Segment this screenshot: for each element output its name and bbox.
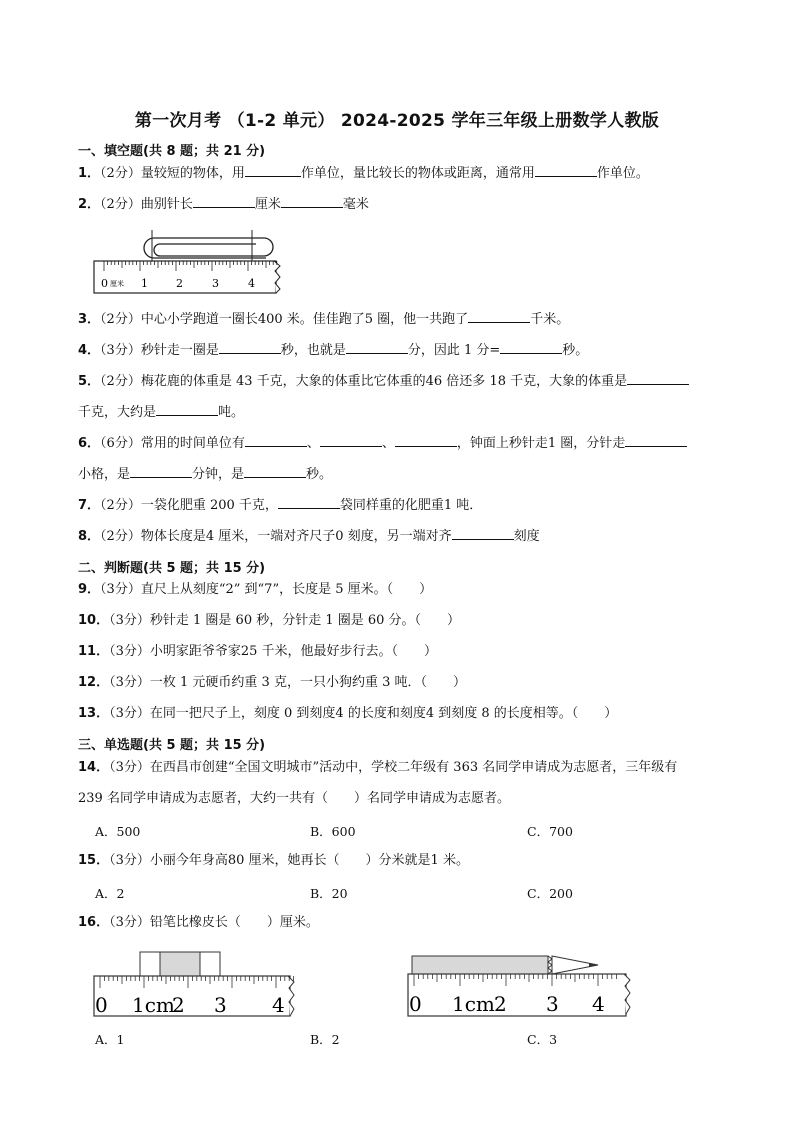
- option-a[interactable]: A．2: [95, 886, 125, 901]
- page-title: 第一次月考 （1-2 单元） 2024-2025 学年三年级上册数学人教版: [134, 111, 660, 131]
- ruler-label: 3: [212, 277, 219, 290]
- ruler-unit-label: 厘米: [110, 280, 124, 288]
- answer-blank[interactable]: [535, 162, 597, 177]
- ruler-label: 0: [409, 992, 422, 1016]
- option-b[interactable]: B．2: [310, 1032, 340, 1047]
- option-c[interactable]: C．3: [527, 1032, 558, 1047]
- question-10: 10．（3分）秒针走 1 圈是 60 秒，分针走 1 圈是 60 分。（ ）: [78, 613, 461, 628]
- ruler-label: 3: [546, 992, 559, 1016]
- answer-blank[interactable]: [130, 463, 192, 478]
- question-2: 2．（2分）曲别针长 厘米 毫米: [78, 189, 728, 220]
- question-12: 12．（3分）一枚 1 元硬币约重 3 克，一只小狗约重 3 吨．（ ）: [78, 675, 466, 690]
- answer-blank[interactable]: [244, 463, 306, 478]
- ruler-label: 2: [494, 992, 507, 1016]
- answer-blank[interactable]: [278, 494, 340, 509]
- question-13: 13．（3分）在同一把尺子上，刻度 0 到刻度4 的长度和刻度4 到刻度 8 的长度相等。（ ）: [78, 706, 618, 721]
- question-16: 16．（3分）铅笔比橡皮长（ ）厘米。: [78, 915, 319, 930]
- question-9: 9．（3分）直尺上从刻度“2” 到“7”，长度是 5 厘米。（ ）: [78, 582, 433, 597]
- ruler-label: 1cm: [132, 993, 175, 1017]
- answer-blank[interactable]: [245, 162, 301, 177]
- answer-blank[interactable]: [452, 525, 514, 540]
- ruler-label: 2: [176, 277, 183, 290]
- answer-blank[interactable]: [320, 432, 382, 447]
- option-a[interactable]: A．500: [95, 824, 141, 839]
- answer-blank[interactable]: [281, 193, 343, 208]
- section-heading-fill-blank: 一、填空题(共 8 题；共 21 分): [78, 144, 266, 159]
- question-14: 14．（3分）在西昌市创建“全国文明城市”活动中，学校二年级有 363 名同学申请成为志愿者，三年级有 239 名同学申请成为志愿者，大约一共有（ ）名同学申请成为志愿者。: [78, 760, 678, 806]
- pencil-icon: [412, 956, 598, 974]
- answer-blank[interactable]: [500, 339, 562, 354]
- question-11: 11．（3分）小明家距爷爷家25 千米，他最好步行去。（ ）: [78, 644, 438, 659]
- question-7: 7．（2分）一袋化肥重 200 千克， 袋同样重的化肥重1 吨．: [78, 490, 728, 521]
- ruler-label: 4: [248, 277, 255, 290]
- paperclip-icon: [144, 238, 273, 258]
- answer-blank[interactable]: [346, 339, 408, 354]
- section-heading-true-false: 二、判断题(共 5 题；共 15 分): [78, 561, 266, 576]
- question-4: 4．（3分）秒针走一圈是 秒，也就是 分，因此 1 分= 秒。: [78, 335, 728, 366]
- ruler-label: 0: [95, 993, 108, 1017]
- ruler-label: 1: [141, 277, 148, 290]
- question-8: 8．（2分）物体长度是4 厘米，一端对齐尺子0 刻度，另一端对齐 刻度: [78, 521, 728, 552]
- ruler-label: 4: [272, 993, 285, 1017]
- answer-blank[interactable]: [156, 401, 218, 416]
- ruler-label: 3: [214, 993, 227, 1017]
- option-a[interactable]: A．1: [95, 1032, 125, 1047]
- answer-blank[interactable]: [193, 193, 255, 208]
- ruler-label: 0: [101, 277, 108, 290]
- ruler-label: 4: [592, 992, 605, 1016]
- answer-blank[interactable]: [625, 432, 687, 447]
- question-6: 6．（6分）常用的时间单位有 、 、 ，钟面上秒针走1 圈，分针走 小格，是 分钟，是 秒。: [78, 428, 728, 490]
- answer-blank[interactable]: [395, 432, 457, 447]
- question-3: 3．（2分）中心小学跑道一圈长400 米。佳佳跑了5 圈，他一共跑了 千米。: [78, 304, 728, 335]
- ruler-label: 2: [172, 993, 185, 1017]
- ruler-label: 1cm: [452, 992, 495, 1016]
- paperclip-ruler-figure: [92, 228, 284, 298]
- option-b[interactable]: B．20: [310, 886, 348, 901]
- question-5: 5．（2分）梅花鹿的体重是 43 千克，大象的体重比它体重的46 倍还多 18 千克，大象的体重是 千克，大约是 吨。: [78, 366, 728, 428]
- answer-blank[interactable]: [627, 370, 689, 385]
- eraser-ruler-figure: [92, 950, 300, 1022]
- question-15: 15．（3分）小丽今年身高80 厘米，她再长（ ）分米就是1 米。: [78, 853, 469, 868]
- pencil-ruler-figure: [406, 950, 636, 1022]
- answer-blank[interactable]: [219, 339, 281, 354]
- answer-blank[interactable]: [245, 432, 307, 447]
- option-c[interactable]: C．700: [527, 824, 573, 839]
- option-c[interactable]: C．200: [527, 886, 573, 901]
- section-heading-multiple-choice: 三、单选题(共 5 题；共 15 分): [78, 738, 266, 753]
- answer-blank[interactable]: [468, 308, 530, 323]
- option-b[interactable]: B．600: [310, 824, 356, 839]
- question-1: 1．（2分）量较短的物体，用 作单位，量比较长的物体或距离，通常用 作单位。: [78, 158, 728, 189]
- ruler-body: [94, 976, 290, 1016]
